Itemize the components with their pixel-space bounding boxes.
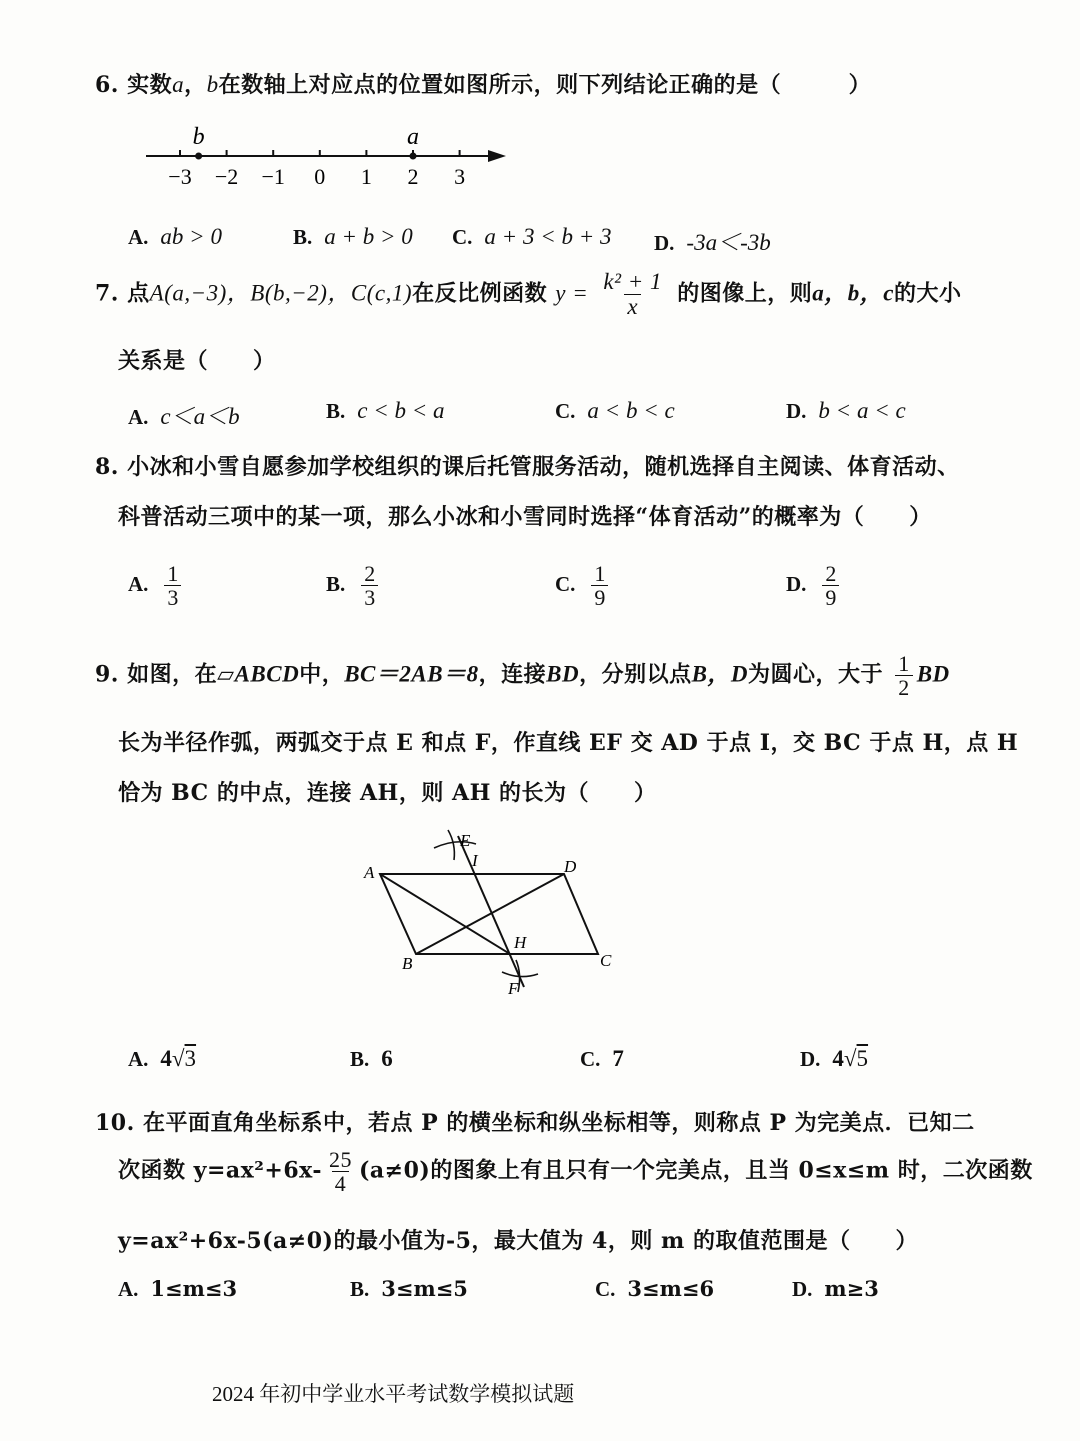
label-f: F <box>508 979 519 998</box>
tick-label: 3 <box>454 164 466 189</box>
label-a: A <box>364 863 375 882</box>
label-i: I <box>472 851 478 870</box>
q9-option-b[interactable]: B. 6 <box>350 1046 393 1071</box>
q8-stem-line2: 科普活动三项中的某一项，那么小冰和小雪同时选择“体育活动”的概率为（ ） <box>118 504 932 530</box>
q9-option-c[interactable]: C. 7 <box>580 1046 624 1071</box>
point-b-label: b <box>192 124 205 150</box>
q7-stem-line2: 关系是（ ） <box>118 348 276 374</box>
q6-number-line <box>140 118 520 198</box>
tick-label: 1 <box>360 164 372 189</box>
q8-stem: 8. 小冰和小雪自愿参加学校组织的课后托管服务活动，随机选择自主阅读、体育活动、 <box>95 454 960 480</box>
q7-option-b[interactable]: B. c < b < a <box>326 398 445 423</box>
tick-label: −1 <box>261 164 285 189</box>
q10-option-b[interactable]: B. 3≤m≤5 <box>350 1276 468 1301</box>
q7-function-fraction: $\frac{\text{k² + 1}}{x}$ <box>603 269 663 320</box>
q8-option-b[interactable]: B. $\frac{2}{3}$ <box>326 562 382 609</box>
point-b-dot <box>195 153 202 160</box>
q6-stem: 6. 实数a，b在数轴上对应点的位置如图所示，则下列结论正确的是（ ） <box>95 72 872 98</box>
q8-option-d[interactable]: D. $\frac{2}{9}$ <box>786 562 843 609</box>
tick-label: −3 <box>168 164 192 189</box>
q7-option-d[interactable]: D. b < a < c <box>786 398 906 423</box>
q7-stem: 7. 点A(a,−3)，B(b,−2)，C(c,1)在反比例函数 y = $\frac{\text{k² + 1}}{x}$ 的图像上，则a，b，c的大小 <box>95 269 962 320</box>
label-e: E <box>460 831 471 850</box>
point-a-label: a <box>407 124 419 150</box>
arc-e2 <box>448 830 454 860</box>
q6-number: 6. <box>95 72 119 98</box>
q9-stem-line2: 长为半径作弧，两弧交于点 E 和点 F，作直线 EF 交 AD 于点 I，交 BC 于点 H，点 H <box>118 730 1019 756</box>
q9-half-fraction: $\frac{1}{2}$ <box>895 652 913 699</box>
q10-stem: 10. 在平面直角坐标系中，若点 P 的横坐标和纵坐标相等，则称点 P 为完美点．已知二 <box>95 1110 975 1136</box>
q6-option-b[interactable]: B. a + b > 0 <box>293 224 413 249</box>
label-b: B <box>402 954 413 973</box>
line-ef <box>458 836 524 987</box>
q6-option-a[interactable]: A. ab > 0 <box>128 224 222 249</box>
q6-option-c[interactable]: C. a + 3 < b + 3 <box>452 224 612 249</box>
q7-option-a[interactable]: A. c＜a＜b <box>128 404 240 429</box>
q9-option-d[interactable]: D. 4√5 <box>800 1046 869 1071</box>
tick-label: −2 <box>214 164 239 189</box>
q9-stem-line3: 恰为 BC 的中点，连接 AH，则 AH 的长为（ ） <box>118 780 657 806</box>
label-h: H <box>514 933 527 952</box>
q6-option-d[interactable]: D. -3a＜-3b <box>654 230 771 255</box>
q9-parallelogram-figure <box>350 822 630 1007</box>
q10-option-c[interactable]: C. 3≤m≤6 <box>595 1276 715 1301</box>
page-footer: 2024 年初中学业水平考试数学模拟试题 <box>212 1382 575 1406</box>
q8-option-c[interactable]: C. $\frac{1}{9}$ <box>555 562 612 609</box>
q10-fraction: $\frac{25}{4}$ <box>329 1147 352 1197</box>
point-a-dot <box>410 153 417 160</box>
q8-option-a[interactable]: A. $\frac{1}{3}$ <box>128 562 185 609</box>
q10-stem-line3: y=ax²+6x-5(a≠0)的最小值为-5，最大值为 4，则 m 的取值范围是（ ） <box>118 1228 918 1254</box>
tick-label: 0 <box>314 164 326 189</box>
q10-stem-line2: 次函数 y=ax²+6x- $\frac{25}{4}$ (a≠0)的图象上有且只有一个完美点，且当 0≤x≤m 时，二次函数 <box>118 1147 1033 1197</box>
q9-stem: 9. 如图，在▱ABCD中，BC＝2AB＝8，连接BD，分别以点B，D为圆心，大于 $\frac{1}{2}$ BD <box>95 651 950 701</box>
q9-option-a[interactable]: A. 4√3 <box>128 1046 197 1071</box>
q10-option-d[interactable]: D. m≥3 <box>792 1276 879 1301</box>
q7-option-c[interactable]: C. a < b < c <box>555 398 675 423</box>
tick-label: 2 <box>407 164 419 189</box>
label-d: D <box>564 857 577 876</box>
label-c: C <box>600 951 612 970</box>
q10-option-a[interactable]: A. 1≤m≤3 <box>118 1276 238 1301</box>
